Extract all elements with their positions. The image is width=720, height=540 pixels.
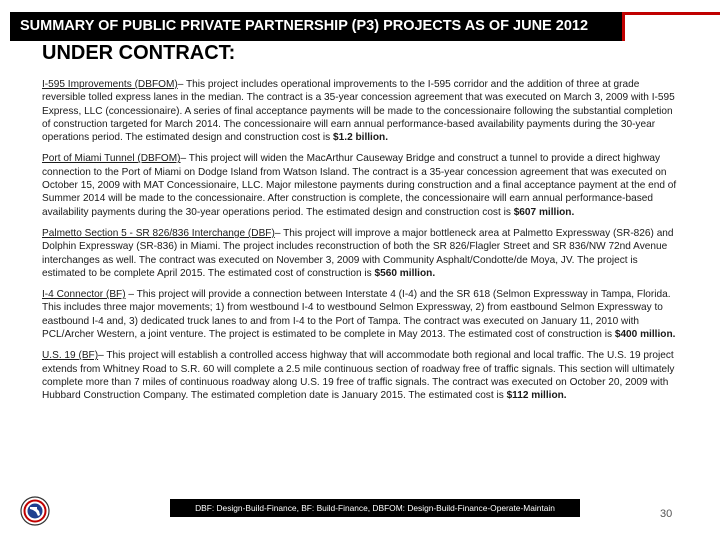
abbreviation-legend: DBF: Design-Build-Finance, BF: Build-Finance, DBFOM: Design-Build-Finance-Operate-Maintain [170, 499, 580, 517]
project-description: – This project will provide a connection between Interstate 4 (I-4) and the SR 618 (Selmon Expressway in Tampa, Florida. This includes three major movements; 1) from westbound I-4 to westbound Selmon Expressway, 2) from eastbound Selmon Expressway to eastbound I-4 and, 3) dedicated truck lanes to and from I-4 to the Port of Tampa. The contract was executed on January 11, 2010 with PCL/Archer Western, a joint venture. The project is estimated to be complete in May 2013. The estimated cost of construction is [42, 289, 671, 341]
page-number: 30 [660, 508, 673, 520]
page-title: SUMMARY OF PUBLIC PRIVATE PARTNERSHIP (P3) PROJECTS AS OF JUNE 2012 [10, 12, 622, 41]
project-cost: $607 million. [513, 206, 575, 218]
project-port-of-miami-tunnel [42, 152, 682, 218]
header-accent-border [622, 12, 720, 41]
project-cost: $400 million. [614, 329, 676, 341]
project-description: – This project will improve a major bottleneck area at Palmetto Expressway (SR-826) and Dolphin Expressway (SR-836) in Miami. The project includes reconstruction of both the SR 826/Flagler Street and SR 836/NW 72nd Avenue interchanges as well. The contract was executed on November 3, 2009 with Community Asphalt/Condotte/de Moya, JV. The project is estimated to be complete April 2015. The estimated cost of construction is [42, 227, 674, 279]
project-name: I-4 Connector (BF) [42, 289, 126, 301]
project-cost: $112 million. [506, 390, 567, 402]
project-us19 [42, 349, 682, 402]
project-i595 [42, 78, 682, 144]
project-name: U.S. 19 (BF) [42, 350, 99, 362]
project-list [42, 78, 682, 411]
project-cost: $560 million. [374, 267, 436, 279]
project-name: Port of Miami Tunnel (DBFOM) [42, 153, 181, 165]
top-strip [0, 0, 720, 8]
project-palmetto-section-5 [42, 227, 682, 280]
project-i4-connector [42, 288, 682, 341]
project-cost: $1.2 billion. [333, 132, 388, 144]
project-description: – This project will establish a controlled access highway that will accommodate both regional and local traffic. The U.S. 19 project extends from Whitney Road to S.R. 60 will complete a 2.5 mile continuous section of roadway free of traffic signals. This section will ultimately complete more than 7 miles of continuous roadway along U.S. 19 free of traffic signals. The contract was executed on October 20, 2009 with Hubbard Construction Company. The estimated completion date is January 2015. The estimated cost is [42, 350, 675, 402]
fdot-seal-icon [20, 496, 50, 526]
section-heading: UNDER CONTRACT: [42, 42, 236, 64]
project-name: Palmetto Section 5 - SR 826/836 Interchange (DBF) [42, 227, 275, 239]
project-name: I-595 Improvements (DBFOM) [42, 79, 178, 90]
project-description: – This project includes operational improvements to the I-595 corridor and the addition of three at grade reversible tolled express lanes in the median. The contract is a 35-year concession agreement that was executed on March 3, 2009 with I-595 Express, LLC (concessionaire). A series of final acceptance payments will be made to the concessionaire following the substantial completion of construction targeted for March 2014. The concessionaire will earn annual performance-based availability payments during the 30-year operations period. The estimated design and construction cost is [42, 79, 675, 144]
project-description: – This project will widen the MacArthur Causeway Bridge and construct a tunnel to provide a direct highway connection to the Port of Miami on Dodge Island from Watson Island. The contract is a 35-year concession agreement that was executed on October 15, 2009 with MAT Concessionaire, LLC. Major milestone payments during construction and a final acceptance payment at the end of Summer 2014 will be made to the concessionaire. After construction is complete, the concessionaire will earn annual performance-based availability payments during the 30-year operations period. The estimated design and construction cost is [42, 153, 677, 218]
